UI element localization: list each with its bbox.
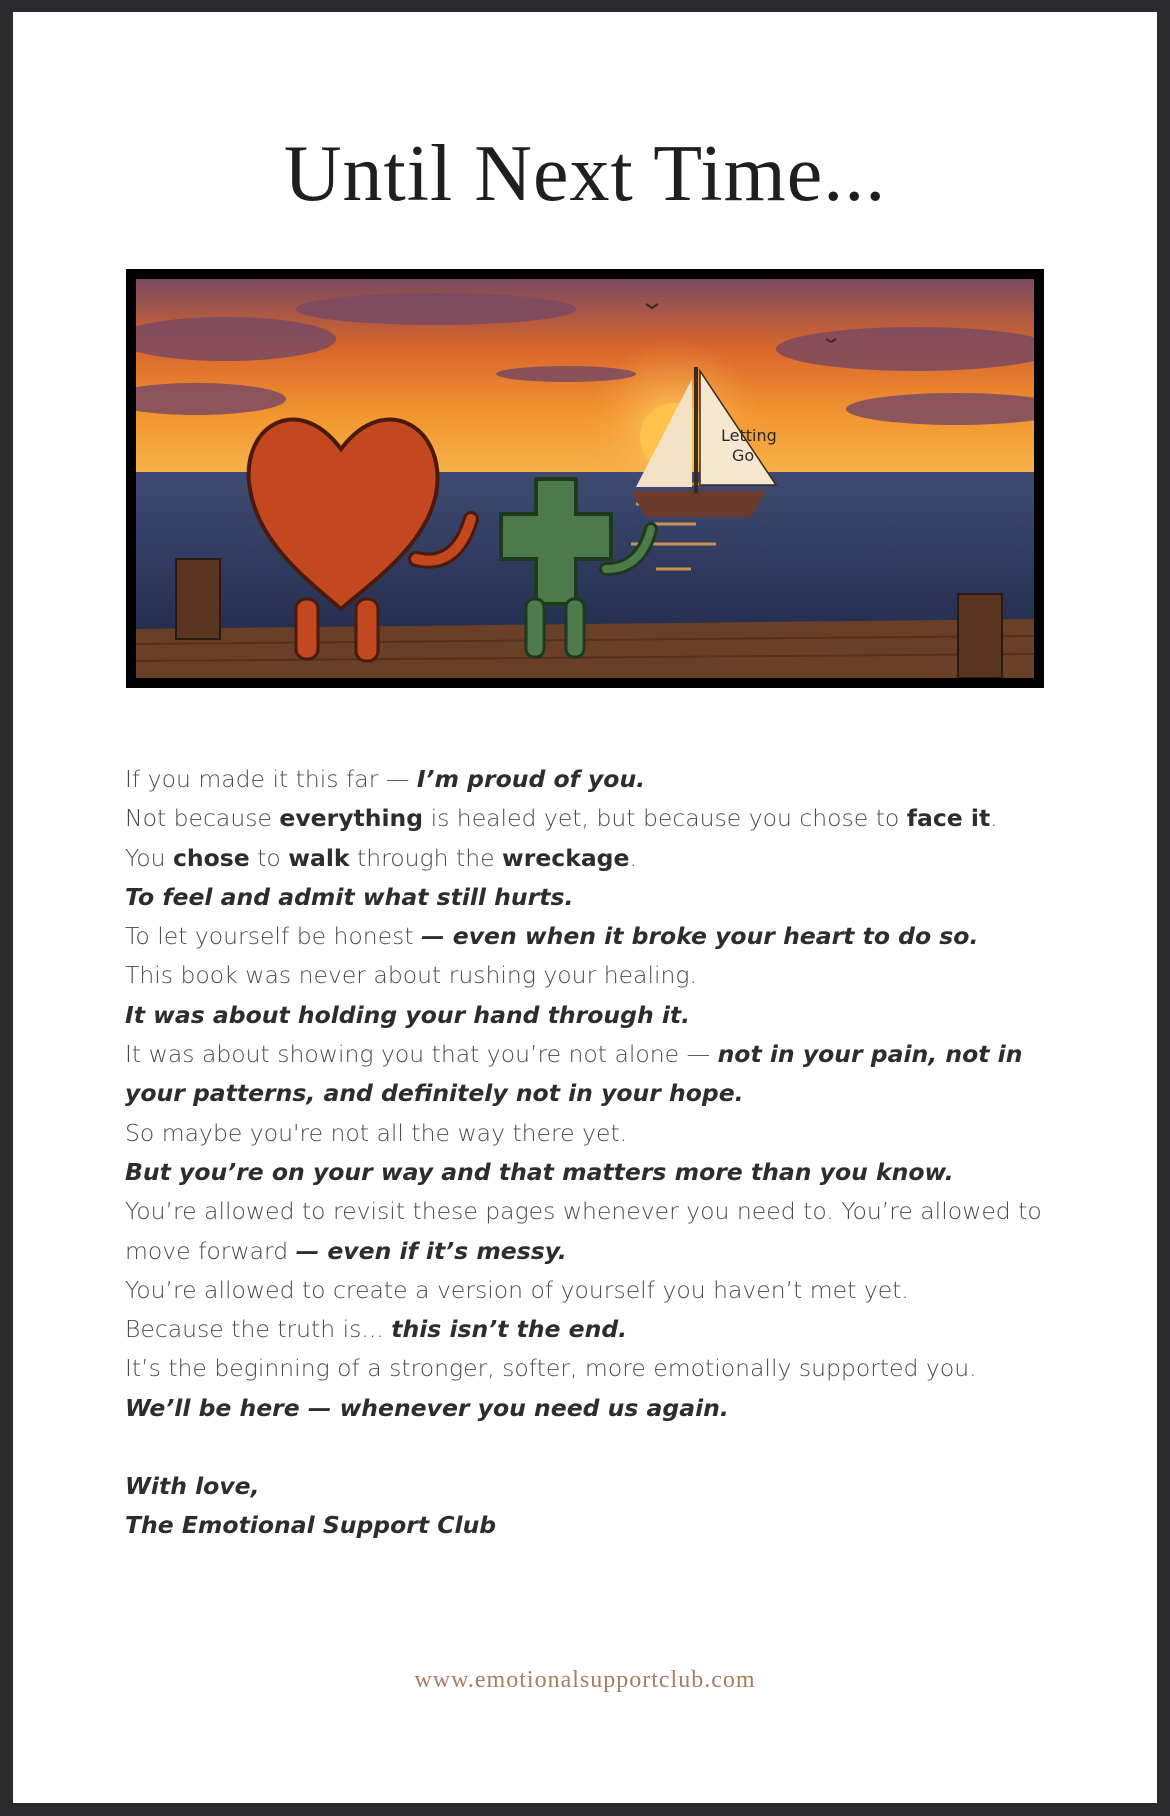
sail-text-go: Go xyxy=(732,446,755,465)
letter-body xyxy=(125,760,1055,1546)
letter-line: To let yourself be honest — even when it broke your heart to do so. xyxy=(125,922,979,951)
letter-line: But you’re on your way and that matters more than you know. xyxy=(125,1157,954,1186)
page-title: Until Next Time... xyxy=(283,130,887,218)
sail-text-letting: Letting xyxy=(721,426,777,445)
letter-line: If you made it this far — I’m proud of you. xyxy=(125,765,646,793)
website-link[interactable]: www.emotionalsupportclub.com xyxy=(414,1667,756,1693)
dock-post-right xyxy=(958,594,1002,678)
letter-line: We’ll be here — whenever you need us again. xyxy=(125,1393,729,1422)
letter-line: Not because everything is healed yet, but because you chose to face it. xyxy=(125,804,998,833)
sunset-illustration xyxy=(126,269,1044,688)
letter-line: It was about showing you that you’re not alone — not in your pain, not in your patterns, and definitely not in your hope. xyxy=(125,1040,1023,1108)
letter-line: To feel and admit what still hurts. xyxy=(125,882,574,911)
letter-line: You’re allowed to create a version of yourself you haven’t met yet. xyxy=(125,1275,909,1304)
letter-line: So maybe you're not all the way there yet. xyxy=(125,1118,628,1147)
signoff-greeting: With love, xyxy=(125,1472,260,1501)
dock-post-left xyxy=(176,559,220,639)
letter-line: Because the truth is... this isn’t the end. xyxy=(125,1315,628,1344)
sunset-scene-image xyxy=(136,279,1034,678)
letter-line: This book was never about rushing your healing. xyxy=(125,961,697,990)
signoff-name: The Emotional Support Club xyxy=(125,1511,497,1540)
letter-line: You’re allowed to revisit these pages whenever you need to. You’re allowed to move forward — even if it’s messy. xyxy=(125,1197,1042,1265)
letter-line: It was about holding your hand through it. xyxy=(125,1000,691,1029)
letter-line: You chose to walk through the wreckage. xyxy=(125,843,637,872)
letter-line: It’s the beginning of a stronger, softer, more emotionally supported you. xyxy=(125,1354,977,1383)
page xyxy=(13,12,1157,1803)
